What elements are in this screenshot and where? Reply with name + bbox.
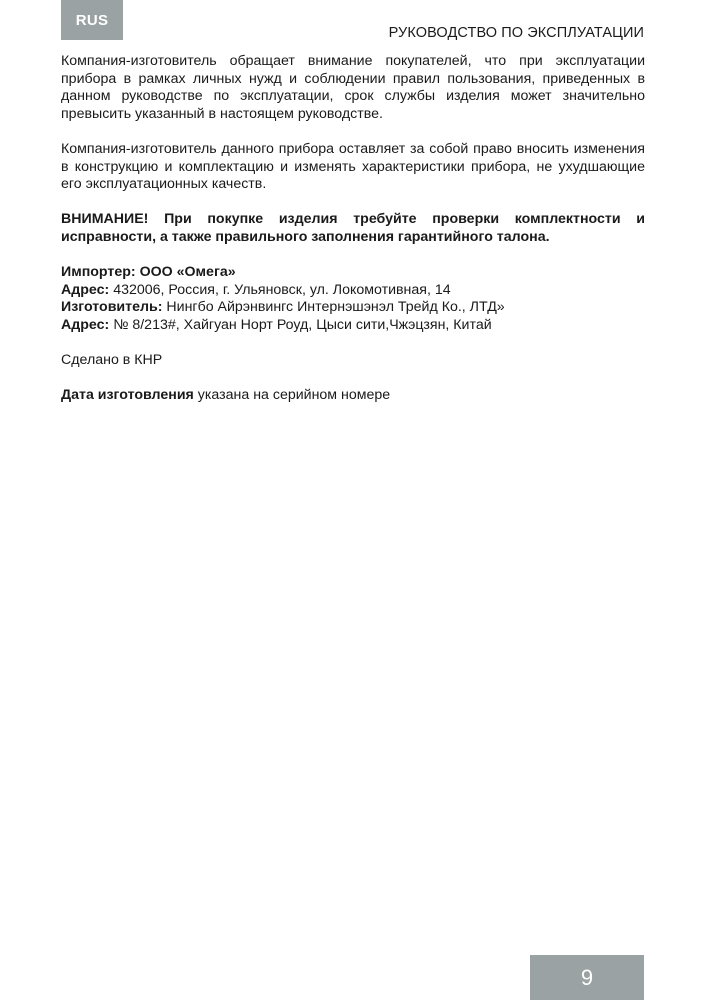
made-in-line: Сделано в КНР (61, 352, 163, 369)
document-title: РУКОВОДСТВО ПО ЭКСПЛУАТАЦИИ (388, 25, 644, 41)
manufacture-date-label: Дата изготовления (61, 387, 194, 404)
manufacture-date-line (61, 387, 645, 405)
importer-address-label: Адрес: (61, 281, 110, 298)
importer-line: Импортер: ООО «Омега» (61, 264, 236, 281)
manufacturer-line (61, 299, 645, 317)
warning-paragraph: ВНИМАНИЕ! При покупке изделия требуйте проверки комплектности и исправности, а также правильного заполнения гарантийного талона. (61, 211, 645, 245)
paragraph-service-life: Компания-изготовитель обращает внимание покупателей, что при эксплуатации прибора в рамках личных нужд и соблюдении правил пользования, приведенных в данном руководстве по эксплуатации, срок службы изделия может значительно превысить указанный в настоящем руководстве. (61, 53, 645, 122)
language-tab-label: RUS (75, 11, 109, 29)
importer-info-block (61, 264, 645, 334)
manufacture-date-value: указана на серийном номере (193, 387, 391, 404)
language-tab (61, 0, 123, 40)
importer-address-line (61, 282, 645, 300)
importer-address-value: 432006, Россия, г. Ульяновск, ул. Локомотивная, 14 (109, 281, 451, 298)
paragraph-rights: Компания-изготовитель данного прибора оставляет за собой право вносить изменения в конструкцию и комплектацию и изменять характеристики прибора, не ухудшающие его эксплуатационных качеств. (61, 140, 645, 193)
manufacturer-address-value: № 8/213#, Хайгуан Норт Роуд, Цыси сити,Чжэцзян, Китай (109, 316, 492, 333)
manufacturer-address-label: Адрес: (61, 316, 110, 333)
manufacturer-address-line (61, 317, 645, 335)
manufacturer-label: Изготовитель: (61, 299, 163, 316)
page-number-box (530, 955, 644, 1000)
manufacturer-value: Нингбо Айрэнвингс Интернэшэнэл Трейд Ко., ЛТД» (162, 299, 505, 316)
page-number: 9 (580, 964, 594, 990)
page-content (61, 53, 645, 422)
